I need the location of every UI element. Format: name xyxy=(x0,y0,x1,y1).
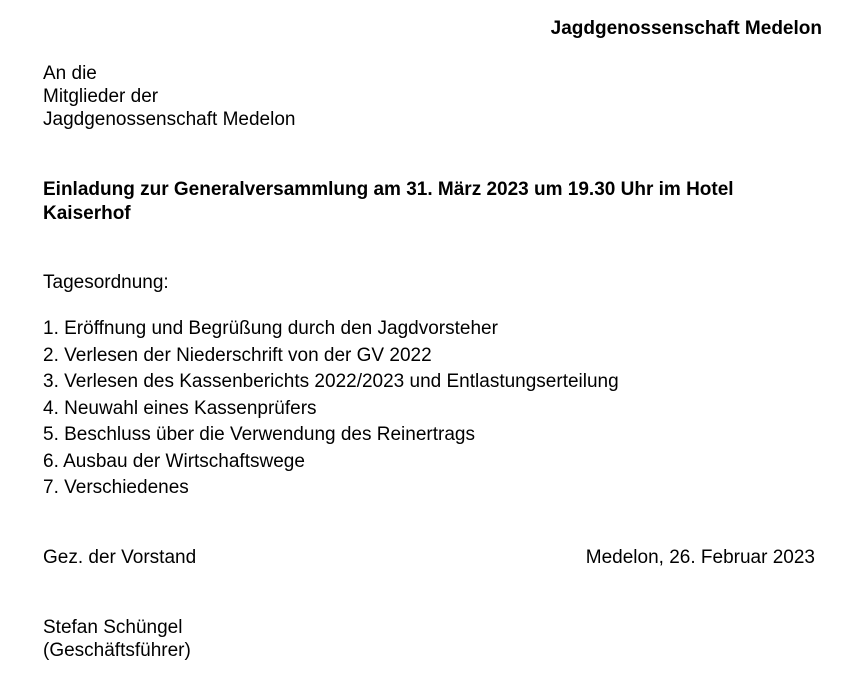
sender-name: Jagdgenossenschaft Medelon xyxy=(550,18,822,39)
agenda-item: 5. Beschluss über die Verwendung des Reinertrags xyxy=(43,424,475,445)
agenda-item: 1. Eröffnung und Begrüßung durch den Jagdvorsteher xyxy=(43,318,498,339)
subject-line: Einladung zur Generalversammlung am 31. März 2023 um 19.30 Uhr im Hotel Kaiserhof xyxy=(43,179,734,224)
recipient-line-1: An die xyxy=(43,63,97,84)
recipient-line-3: Jagdgenossenschaft Medelon xyxy=(43,109,296,130)
signed-by: Gez. der Vorstand xyxy=(43,547,197,568)
agenda-title: Tagesordnung: xyxy=(43,272,169,293)
signer-block xyxy=(43,616,191,662)
signer-name: Stefan Schüngel xyxy=(43,617,183,638)
recipient-address xyxy=(43,62,295,131)
signer-role: (Geschäftsführer) xyxy=(43,640,191,661)
agenda-item: 6. Ausbau der Wirtschaftswege xyxy=(43,450,305,472)
recipient-line-2: Mitglieder der xyxy=(43,86,159,107)
agenda-item: 4. Neuwahl eines Kassenprüfers xyxy=(43,397,317,419)
agenda-item: 3. Verlesen des Kassenberichts 2022/2023 und Entlastungserteilung xyxy=(43,371,619,392)
agenda-item: 2. Verlesen der Niederschrift von der GV 2022 xyxy=(43,344,432,366)
agenda-list xyxy=(43,316,619,502)
place-date: Medelon, 26. Februar 2023 xyxy=(585,547,815,568)
agenda-item: 7. Verschiedenes xyxy=(43,477,189,498)
